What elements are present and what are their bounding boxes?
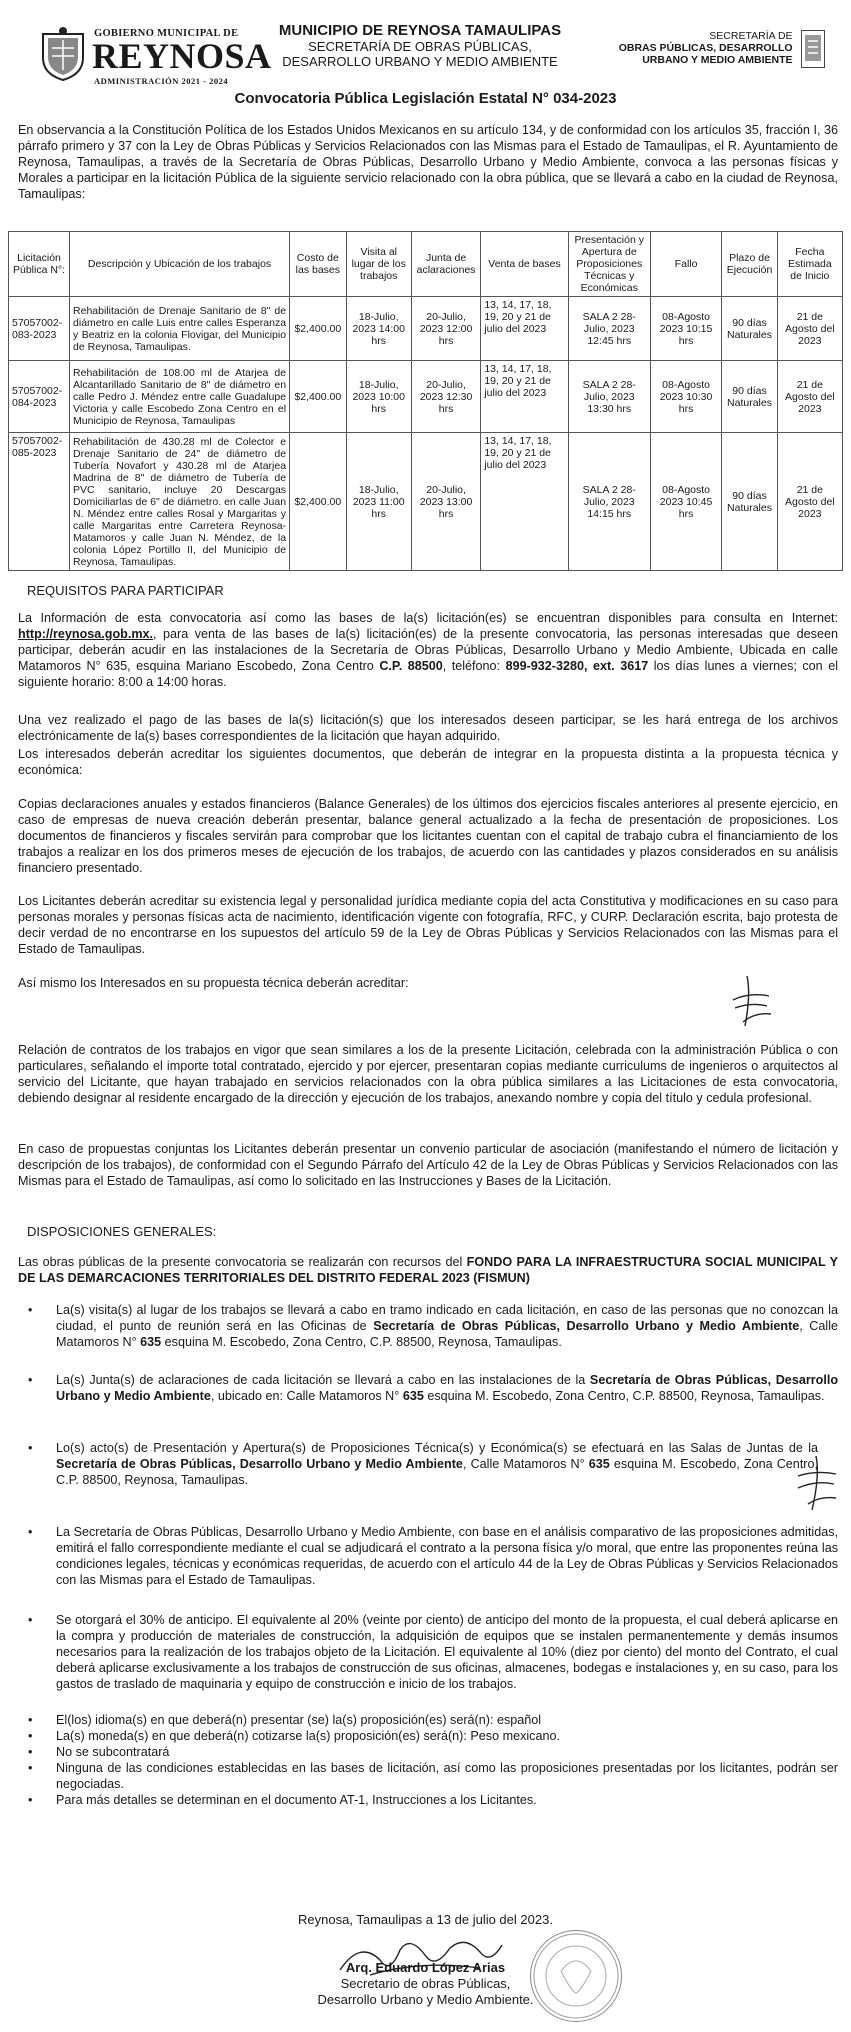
requisitos-paragraph-2: Una vez realizado el pago de las bases de la(s) licitación(s) que los interesados deseen participar, se les hará entrega de los archivos electrónicamente de la(s) bases correspondientes de la licitación que hayan adquirido.: [18, 713, 838, 743]
signature-block: [0, 1912, 851, 1928]
convocatoria-title: Convocatoria Pública Legislación Estatal N° 034-2023: [234, 90, 617, 107]
col-header-presentacion: Presentación y Apertura de Proposiciones Técnicas y Económicas: [568, 232, 650, 297]
city-name: REYNOSA: [92, 36, 272, 76]
table-row: [9, 297, 843, 361]
text-span: esquina M. Escobedo, Zona Centro, C.P. 88500, Reynosa, Tamaulipas.: [56, 1457, 819, 1487]
bullet-icon: •: [28, 1373, 33, 1387]
header-subtitle-2: DESARROLLO URBANO Y MEDIO AMBIENTE: [282, 54, 558, 69]
cell-plazo: 90 días Naturales: [722, 361, 777, 433]
cell-visita: 18-Julio, 2023 14:00 hrs: [346, 297, 411, 361]
list-item: [28, 1372, 838, 1404]
secretaria-line-3: URBANO Y MEDIO AMBIENTE: [642, 54, 793, 66]
signature-date: Reynosa, Tamaulipas a 13 de julio del 2023.: [298, 1912, 553, 1927]
cell-desc: Rehabilitación de 108.00 ml de Atarjea de Alcantarillado Sanitario de 8" de diámetro en calle Pedro J. Méndez entre calle Guadalupe Victoria y calle Escobedo Zona Centro en el Municipio de Reynosa, Tamaulipas: [70, 361, 290, 433]
cell-plazo: 90 días Naturales: [722, 433, 777, 571]
text-span: La(s) moneda(s) en que deberá(n) cotizarse la(s) proposición(es) será(n): Peso mexicano.: [56, 1729, 560, 1743]
text-span: 635: [402, 1389, 424, 1403]
text-span: esquina M. Escobedo, Zona Centro, C.P. 88500, Reynosa, Tamaulipas.: [423, 1389, 825, 1403]
text-span: , teléfono:: [442, 659, 506, 673]
signer-info: [0, 1960, 851, 2008]
cell-junta: 20-Julio, 2023 12:00 hrs: [411, 297, 480, 361]
licitaciones-table: [8, 231, 843, 571]
bullet-icon: •: [28, 1761, 33, 1775]
text-span: , para venta de las bases de la(s) licitación(es) de la presente convocatoria, las personas interesadas que deseen participar, deberán acudir en las instalaciones de la Secretaría de Obras Públicas, Desarrollo Urbano y Medio Ambiente, Ubicada en calle Matamoros N° 635, esquina Mariano Escobedo, Zona Centro: [18, 627, 838, 673]
col-header-num: Licitación Pública N°:: [9, 232, 70, 297]
postal-code: C.P. 88500: [379, 659, 443, 673]
cell-presentacion: SALA 2 28-Julio, 2023 14:15 hrs: [568, 433, 650, 571]
signer-role-1: Secretario de obras Públicas,: [340, 1976, 511, 1991]
gov-label: GOBIERNO MUNICIPAL DE: [94, 28, 239, 39]
cell-venta: 13, 14, 17, 18, 19, 20 y 21 de julio del 2023: [481, 297, 568, 361]
cell-presentacion: SALA 2 28-Julio, 2023 12:45 hrs: [568, 297, 650, 361]
bullet-icon: •: [28, 1441, 33, 1455]
text-span: La Secretaría de Obras Públicas, Desarrollo Urbano y Medio Ambiente, con base en el análisis comparativo de las proposiciones admitidas, emitirá el fallo correspondiente mediante el cual se adjudicará el contrato a la persona física y/o moral, que entre las proponentes reúna las condiciones legales, técnicas y económicas requeridas, de acuerdo con el artículo 44 de la Ley de Obras Públicas y Servicios Relacionados con las Mismas para el Estado de Tamaulipas.: [56, 1525, 838, 1587]
text-span: los días lunes a viernes; con el siguiente horario: 8:00 a 14:00 horas.: [18, 659, 838, 689]
header-title: MUNICIPIO DE REYNOSA TAMAULIPAS: [278, 22, 562, 39]
text-span: La Información de esta convocatoria así como las bases de la(s) licitación(es) se encuentran disponibles para consulta en Internet:: [18, 611, 838, 625]
col-header-venta: Venta de bases: [481, 232, 568, 297]
text-span: Secretaría de Obras Públicas, Desarrollo Urbano y Medio Ambiente: [56, 1457, 463, 1471]
text-span: Ninguna de las condiciones establecidas en las bases de licitación, así como las proposiciones presentadas por los licitantes, podrán ser negociadas.: [56, 1761, 838, 1791]
cell-junta: 20-Julio, 2023 12:30 hrs: [411, 361, 480, 433]
table-header-row: [9, 232, 843, 297]
municipal-logo: [38, 22, 272, 92]
cell-inicio: 21 de Agosto del 2023: [777, 361, 842, 433]
text-span: , Calle Matamoros N°: [462, 1457, 589, 1471]
text-span: Para más detalles se determinan en el documento AT-1, Instrucciones a los Licitantes.: [56, 1793, 537, 1807]
text-span: Se otorgará el 30% de anticipo. El equivalente al 20% (veinte por ciento) de anticipo del monto de la propuesta, el cual deberá aplicarse en la compra y producción de materiales de construcción, la adquisición de equipos que se instalen permanentemente y demás insumos necesarios para la realización de los trabajos objeto de la Licitación. El equivalente al 10% (diez por ciento) del monto del Contrato, el cual deberá aplicarse exclusivamente a los trabajos de construcción de sus oficinas, almacenes, bodegas e instalaciones y, en su caso, para los gastos de traslado de maquinaria y equipo de construcción e inicio de los trabajos.: [56, 1613, 838, 1691]
requisitos-paragraph-3: Los interesados deberán acreditar los siguientes documentos, que deberán de integrar en la propuesta distinta a la propuesta técnica y económica:: [18, 747, 838, 777]
secretaria-logo: [619, 30, 825, 68]
cell-inicio: 21 de Agosto del 2023: [777, 433, 842, 571]
cell-num: 57057002-085-2023: [9, 433, 70, 571]
requisitos-paragraph-4: Copias declaraciones anuales y estados financieros (Balance Generales) de los últimos dos ejercicios fiscales anteriores al presente ejercicio, en caso de empresas de nueva creación deberán presentar, balance general actualizado a la fecha de presentación de proposiciones. Los documentos de financieros y fiscales servirán para comprobar que los licitantes cuentan con el capital de trabajo cubra el financiamiento de los trabajos a realizar en los dos primeros meses de ejecución de los trabajos, de acuerdo con las cantidades y plazos considerados en su análisis financiero presentado.: [18, 797, 838, 875]
cell-desc: Rehabilitación de Drenaje Sanitario de 8" de diámetro en calle Luis entre calles Esperanza y Beatriz en la colonia Flovigar, del Municipio de Reynosa, Tamaulipas.: [70, 297, 290, 361]
cell-costo: $2,400.00: [290, 297, 347, 361]
bullet-icon: •: [28, 1525, 33, 1539]
requisitos-paragraph-5: Los Licitantes deberán acreditar su existencia legal y personalidad jurídica mediante copia del acta Constitutiva y modificaciones en su caso para personas morales y personas físicas acta de nacimiento, identificación vigente con fotografía, RFC, y CURP. Declaración escrita, bajo protesta de decir verdad de no encontrarse en los supuestos del artículo 59 de la Ley de Obras Públicas y Servicios Relacionados con las Mismas para el Estado de Tamaulipas.: [18, 894, 838, 956]
cell-fallo: 08-Agosto 2023 10:30 hrs: [650, 361, 722, 433]
phone-number: 899-932-3280, ext. 3617: [505, 659, 649, 673]
cell-visita: 18-Julio, 2023 11:00 hrs: [346, 433, 411, 571]
cell-venta: 13, 14, 17, 18, 19, 20 y 21 de julio del 2023: [481, 361, 568, 433]
text-span: La(s) Junta(s) de aclaraciones de cada licitación se llevará a cabo en las instalaciones de la: [56, 1373, 590, 1387]
text-span: Secretaría de Obras Públicas, Desarrollo Urbano y Medio Ambiente: [373, 1319, 800, 1333]
text-span: No se subcontratará: [56, 1745, 170, 1759]
cell-costo: $2,400.00: [290, 361, 347, 433]
cell-costo: $2,400.00: [290, 433, 347, 571]
cell-visita: 18-Julio, 2023 10:00 hrs: [346, 361, 411, 433]
requisitos-heading: REQUISITOS PARA PARTICIPAR: [27, 583, 224, 598]
text-span: Lo(s) acto(s) de Presentación y Apertura(s) de Proposiciones Técnica(s) y Económica(s) se efectuará en las Salas de Juntas de la: [56, 1441, 818, 1455]
secretaria-seal-icon: [801, 30, 825, 68]
admin-period: ADMINISTRACIÓN 2021 - 2024: [94, 76, 229, 86]
bullet-icon: •: [28, 1613, 33, 1627]
cell-venta: 13, 14, 17, 18, 19, 20 y 21 de julio del 2023: [481, 433, 568, 571]
cell-desc: Rehabilitación de 430.28 ml de Colector e Drenaje Sanitario de 24" de diámetro de Tubería Novafort y 430.28 ml de Atarjea Madrina de 8" de diámetro de Tubería de PVC sanitario, incluye 20 Descargas Domiciliarlas de 6" de diámetro. en calle Juan N. Méndez entre calles Rosal y Margaritas y calle Margaritas entre Carretera Reynosa-Matamoros y calle Juan N. Méndez, de la colonia López Portillo II, del Municipio de Reynosa, Tamaulipas.: [70, 433, 290, 571]
requisitos-paragraph-7: Relación de contratos de los trabajos en vigor que sean similares a los de la presente Licitación, celebrada con la administración Pública o con particulares, señalando el importe total contratado, ejercido y por ejercer, presentaran copias mediante curriculums de ingenieros o arquitectos al servicio del Licitante, que hayan trabajado en servicios relacionados con la obra pública similares a las Licitaciones de esta convocatoria, debiendo designar al residente encargado de la dirección y ejecución de los trabajos, anexando nombre y copia del título y cedula profesional.: [18, 1043, 838, 1105]
list-item: [28, 1792, 838, 1808]
cell-fallo: 08-Agosto 2023 10:45 hrs: [650, 433, 722, 571]
col-header-inicio: Fecha Estimada de Inicio: [777, 232, 842, 297]
table-row: [9, 361, 843, 433]
list-item: [28, 1612, 838, 1692]
cell-plazo: 90 días Naturales: [722, 297, 777, 361]
cell-inicio: 21 de Agosto del 2023: [777, 297, 842, 361]
cell-junta: 20-Julio, 2023 13:00 hrs: [411, 433, 480, 571]
website-link[interactable]: http://reynosa.gob.mx.: [18, 627, 154, 641]
bullet-icon: •: [28, 1745, 33, 1759]
list-item: [28, 1744, 838, 1760]
bullet-icon: •: [28, 1793, 33, 1807]
disposiciones-paragraph-1: [18, 1254, 838, 1286]
header-center: [255, 22, 585, 69]
initials-signature-2: [790, 1454, 840, 1514]
text-span: El(los) idioma(s) en que deberá(n) presentar (se) la(s) proposición(es) será(n): español: [56, 1713, 542, 1727]
disposiciones-heading: DISPOSICIONES GENERALES:: [27, 1224, 217, 1239]
col-header-junta: Junta de aclaraciones: [411, 232, 480, 297]
cell-num: 57057002-084-2023: [9, 361, 70, 433]
list-item: [28, 1760, 838, 1792]
requisitos-paragraph-8: En caso de propuestas conjuntas los Licitantes deberán presentar un convenio particular de asociación (manifestando el número de licitación y descripción de los trabajos), de conformidad con el Segundo Párrafo del Artículo 42 de la Ley de Obras Públicas y Servicios Relacionados con las Mismas para el Estado de Tamaulipas, así como lo solicitado en las Instrucciones y Bases de la Licitación.: [18, 1142, 838, 1188]
text-span: 635: [588, 1457, 610, 1471]
col-header-plazo: Plazo de Ejecución: [722, 232, 777, 297]
text-span: Secretaría de Obras Públicas, Desarrollo Urbano y Medio Ambiente: [56, 1373, 839, 1403]
header-subtitle-1: SECRETARÍA DE OBRAS PÚBLICAS,: [308, 39, 532, 54]
col-header-fallo: Fallo: [650, 232, 722, 297]
col-header-desc: Descripción y Ubicación de los trabajos: [70, 232, 290, 297]
text-span: esquina M. Escobedo, Zona Centro, C.P. 88500, Reynosa, Tamaulipas.: [161, 1335, 562, 1349]
text-span: 635: [140, 1335, 162, 1349]
list-item: [28, 1728, 838, 1744]
fund-name: FONDO PARA LA INFRAESTRUCTURA SOCIAL MUNICIPAL Y DE LAS DEMARCACIONES TERRITORIALES DEL DISTRITO FEDERAL 2023 (FISMUN): [18, 1255, 838, 1285]
cell-num: 57057002-083-2023: [9, 297, 70, 361]
coat-of-arms-icon: [38, 26, 88, 82]
text-span: , Calle Matamoros N°: [56, 1319, 839, 1349]
requisitos-paragraph-6: Así mismo los Interesados en su propuesta técnica deberán acreditar:: [18, 976, 409, 990]
secretaria-line-2: OBRAS PÚBLICAS, DESARROLLO: [618, 42, 793, 54]
text-span: , ubicado en: Calle Matamoros N°: [210, 1389, 403, 1403]
initials-signature-1: [725, 974, 775, 1029]
bullet-icon: •: [28, 1713, 33, 1727]
signer-role-2: Desarrollo Urbano y Medio Ambiente.: [317, 1992, 534, 2007]
col-header-visita: Visita al lugar de los trabajos: [346, 232, 411, 297]
bullet-icon: •: [28, 1729, 33, 1743]
list-item: [28, 1712, 838, 1728]
col-header-costo: Costo de las bases: [290, 232, 347, 297]
list-item: [28, 1440, 838, 1488]
cell-presentacion: SALA 2 28-Julio, 2023 13:30 hrs: [568, 361, 650, 433]
requisitos-paragraph-1: [18, 610, 838, 690]
text-span: Las obras públicas de la presente convocatoria se realizarán con recursos del: [18, 1255, 467, 1269]
text-span: La(s) visita(s) al lugar de los trabajos se llevará a cabo en tramo indicado en cada licitación, en caso de las personas que no conozcan la ciudad, el punto de reunión será en las Oficinas de: [56, 1303, 838, 1333]
table-row: [9, 433, 843, 571]
secretaria-line-1: SECRETARÍA DE: [709, 30, 793, 42]
list-item: [28, 1302, 838, 1350]
signer-name: Arq. Eduardo López Arias: [345, 1960, 506, 1975]
intro-paragraph: En observancia a la Constitución Política de los Estados Unidos Mexicanos en su artículo 134, y de conformidad con los artículos 35, fracción I, 36 párrafo primero y 37 con la Ley de Obras Públicas y Servicios Relacionados con las Mismas para el Estado de Tamaulipas, el R. Ayuntamiento de Reynosa, Tamaulipas, a través de la Secretaría de Obras Públicas, Desarrollo Urbano y Medio Ambiente, convoca a las personas físicas y Morales a participar en la licitación Pública de la siguiente servicio relacionado con la obra pública, que se llevará a cabo en la ciudad de Reynosa, Tamaulipas:: [18, 123, 838, 201]
bullet-icon: •: [28, 1303, 33, 1317]
list-item: [28, 1524, 838, 1588]
cell-fallo: 08-Agosto 2023 10:15 hrs: [650, 297, 722, 361]
